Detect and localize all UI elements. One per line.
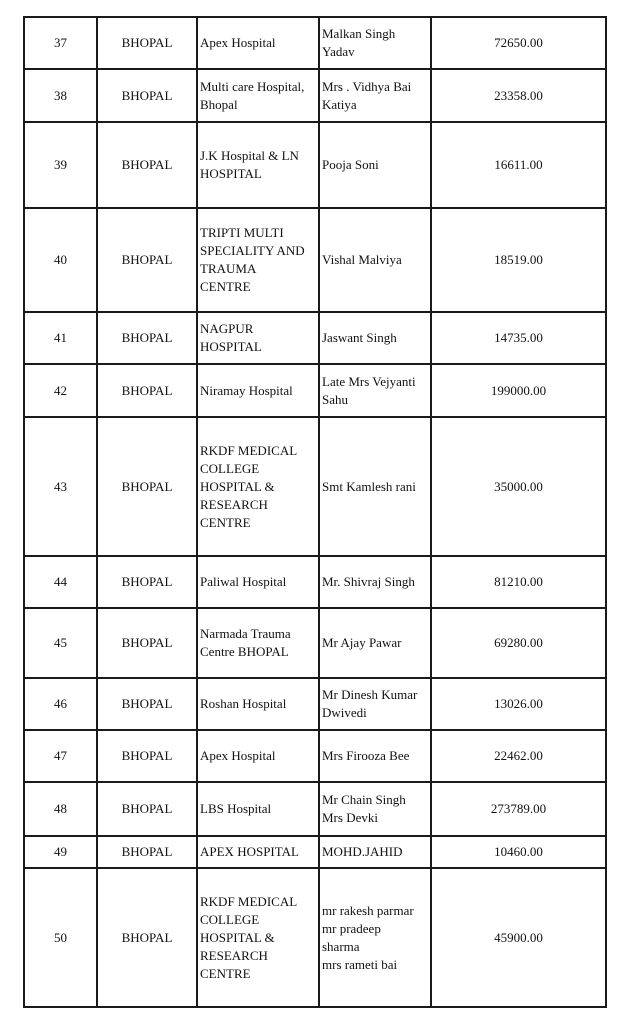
city-cell: BHOPAL <box>97 208 197 312</box>
hospital-name-line: Niramay Hospital <box>200 382 293 398</box>
patient-name-cell <box>319 364 431 417</box>
serial-number-cell: 48 <box>24 782 97 836</box>
claims-table <box>23 16 607 1008</box>
hospital-name-line: Paliwal Hospital <box>200 574 287 589</box>
patient-name-cell <box>319 836 431 868</box>
table-row <box>24 730 606 782</box>
patient-name-line: Late Mrs Vejyanti <box>322 373 416 389</box>
patient-name-line: Smt Kamlesh rani <box>322 478 416 494</box>
serial-number-cell: 38 <box>24 69 97 122</box>
patient-name-line: Katiya <box>322 96 357 112</box>
patient-name-line: Dwivedi <box>322 705 367 720</box>
hospital-name-line: Bhopal <box>200 96 238 112</box>
patient-name-cell <box>319 417 431 556</box>
amount-cell: 69280.00 <box>431 608 606 678</box>
hospital-name-cell <box>197 417 319 556</box>
hospital-name-cell <box>197 782 319 836</box>
table-row <box>24 836 606 868</box>
hospital-name-line: Apex Hospital <box>200 748 276 763</box>
hospital-name-line: HOSPITAL <box>200 166 262 181</box>
amount-cell: 35000.00 <box>431 417 606 556</box>
city-cell: BHOPAL <box>97 678 197 730</box>
patient-name-line: MOHD.JAHID <box>322 844 403 859</box>
table-row <box>24 782 606 836</box>
city-cell: BHOPAL <box>97 122 197 208</box>
table-row <box>24 312 606 364</box>
patient-name-cell <box>319 69 431 122</box>
table-row <box>24 678 606 730</box>
hospital-name-line: TRIPTI MULTI <box>200 225 284 240</box>
serial-number-cell: 44 <box>24 556 97 608</box>
patient-name-cell <box>319 208 431 312</box>
amount-cell: 18519.00 <box>431 208 606 312</box>
patient-name-cell <box>319 782 431 836</box>
city-cell: BHOPAL <box>97 312 197 364</box>
patient-name-cell <box>319 730 431 782</box>
patient-name-line: Mrs Firooza Bee <box>322 748 410 763</box>
hospital-name-line: HOSPITAL <box>200 339 262 354</box>
patient-name-line: Sahu <box>322 391 348 407</box>
city-cell: BHOPAL <box>97 836 197 868</box>
table-row <box>24 17 606 69</box>
hospital-name-cell <box>197 364 319 417</box>
patient-name-line: Mr Dinesh Kumar <box>322 687 418 702</box>
serial-number-cell: 41 <box>24 312 97 364</box>
amount-cell: 23358.00 <box>431 69 606 122</box>
hospital-name-line: RKDF MEDICAL <box>200 442 298 458</box>
patient-name-cell <box>319 17 431 69</box>
patient-name-line: Mr. Shivraj Singh <box>322 574 415 589</box>
hospital-name-line: RESEARCH <box>200 496 268 512</box>
patient-name-line: Mr Chain Singh <box>322 792 406 807</box>
city-cell: BHOPAL <box>97 868 197 1007</box>
serial-number-cell: 37 <box>24 17 97 69</box>
city-cell: BHOPAL <box>97 417 197 556</box>
patient-name-line: sharma <box>322 938 360 954</box>
city-cell: BHOPAL <box>97 69 197 122</box>
patient-name-cell <box>319 122 431 208</box>
patient-name-cell <box>319 868 431 1007</box>
city-cell: BHOPAL <box>97 608 197 678</box>
hospital-name-cell <box>197 868 319 1007</box>
amount-cell: 273789.00 <box>431 782 606 836</box>
amount-cell: 13026.00 <box>431 678 606 730</box>
city-cell: BHOPAL <box>97 556 197 608</box>
patient-name-line: mrs rameti bai <box>322 956 398 972</box>
amount-cell: 199000.00 <box>431 364 606 417</box>
hospital-name-line: Centre BHOPAL <box>200 644 289 659</box>
hospital-name-cell <box>197 678 319 730</box>
hospital-name-line: TRAUMA <box>200 261 257 276</box>
hospital-name-line: NAGPUR <box>200 321 254 336</box>
patient-name-line: mr rakesh parmar <box>322 902 414 918</box>
patient-name-line: Mr Ajay Pawar <box>322 635 402 650</box>
serial-number-cell: 49 <box>24 836 97 868</box>
patient-name-line: mr pradeep <box>322 920 381 936</box>
table-row <box>24 208 606 312</box>
serial-number-cell: 42 <box>24 364 97 417</box>
serial-number-cell: 43 <box>24 417 97 556</box>
patient-name-cell <box>319 556 431 608</box>
hospital-name-line: Multi care Hospital, <box>200 78 305 94</box>
city-cell: BHOPAL <box>97 17 197 69</box>
claims-table-body <box>24 17 606 1007</box>
amount-cell: 14735.00 <box>431 312 606 364</box>
hospital-name-line: SPECIALITY AND <box>200 243 305 258</box>
amount-cell: 81210.00 <box>431 556 606 608</box>
hospital-name-cell <box>197 730 319 782</box>
hospital-name-line: RKDF MEDICAL <box>200 893 298 909</box>
hospital-name-line: CENTRE <box>200 279 251 294</box>
hospital-name-line: RESEARCH <box>200 947 268 963</box>
table-row <box>24 122 606 208</box>
serial-number-cell: 40 <box>24 208 97 312</box>
serial-number-cell: 39 <box>24 122 97 208</box>
serial-number-cell: 50 <box>24 868 97 1007</box>
patient-name-cell <box>319 678 431 730</box>
hospital-name-cell <box>197 208 319 312</box>
hospital-name-line: HOSPITAL & <box>200 929 275 945</box>
table-row <box>24 417 606 556</box>
amount-cell: 16611.00 <box>431 122 606 208</box>
hospital-name-cell <box>197 122 319 208</box>
patient-name-cell <box>319 312 431 364</box>
hospital-name-line: APEX HOSPITAL <box>200 844 299 859</box>
hospital-name-cell <box>197 608 319 678</box>
hospital-name-line: Narmada Trauma <box>200 626 291 641</box>
city-cell: BHOPAL <box>97 364 197 417</box>
city-cell: BHOPAL <box>97 730 197 782</box>
city-cell: BHOPAL <box>97 782 197 836</box>
hospital-name-cell <box>197 836 319 868</box>
patient-name-line: Mrs Devki <box>322 810 378 825</box>
hospital-name-line: COLLEGE <box>200 460 260 476</box>
table-row <box>24 556 606 608</box>
hospital-name-line: CENTRE <box>200 965 251 981</box>
hospital-name-cell <box>197 556 319 608</box>
hospital-name-cell <box>197 69 319 122</box>
hospital-name-cell <box>197 312 319 364</box>
hospital-name-line: Roshan Hospital <box>200 696 287 711</box>
table-row <box>24 364 606 417</box>
table-row <box>24 608 606 678</box>
serial-number-cell: 47 <box>24 730 97 782</box>
amount-cell: 10460.00 <box>431 836 606 868</box>
patient-name-line: Mrs . Vidhya Bai <box>322 78 412 94</box>
amount-cell: 45900.00 <box>431 868 606 1007</box>
serial-number-cell: 46 <box>24 678 97 730</box>
serial-number-cell: 45 <box>24 608 97 678</box>
hospital-name-line: J.K Hospital & LN <box>200 148 299 163</box>
patient-name-line: Yadav <box>322 44 355 59</box>
patient-name-line: Vishal Malviya <box>322 252 402 267</box>
hospital-name-line: Apex Hospital <box>200 35 276 50</box>
amount-cell: 22462.00 <box>431 730 606 782</box>
hospital-name-line: HOSPITAL & <box>200 478 275 494</box>
patient-name-cell <box>319 608 431 678</box>
patient-name-line: Malkan Singh <box>322 26 396 41</box>
patient-name-line: Pooja Soni <box>322 157 379 172</box>
hospital-name-cell <box>197 17 319 69</box>
hospital-name-line: COLLEGE <box>200 911 260 927</box>
amount-cell: 72650.00 <box>431 17 606 69</box>
table-row <box>24 69 606 122</box>
patient-name-line: Jaswant Singh <box>322 330 397 345</box>
table-row <box>24 868 606 1007</box>
hospital-name-line: CENTRE <box>200 514 251 530</box>
hospital-name-line: LBS Hospital <box>200 801 272 816</box>
